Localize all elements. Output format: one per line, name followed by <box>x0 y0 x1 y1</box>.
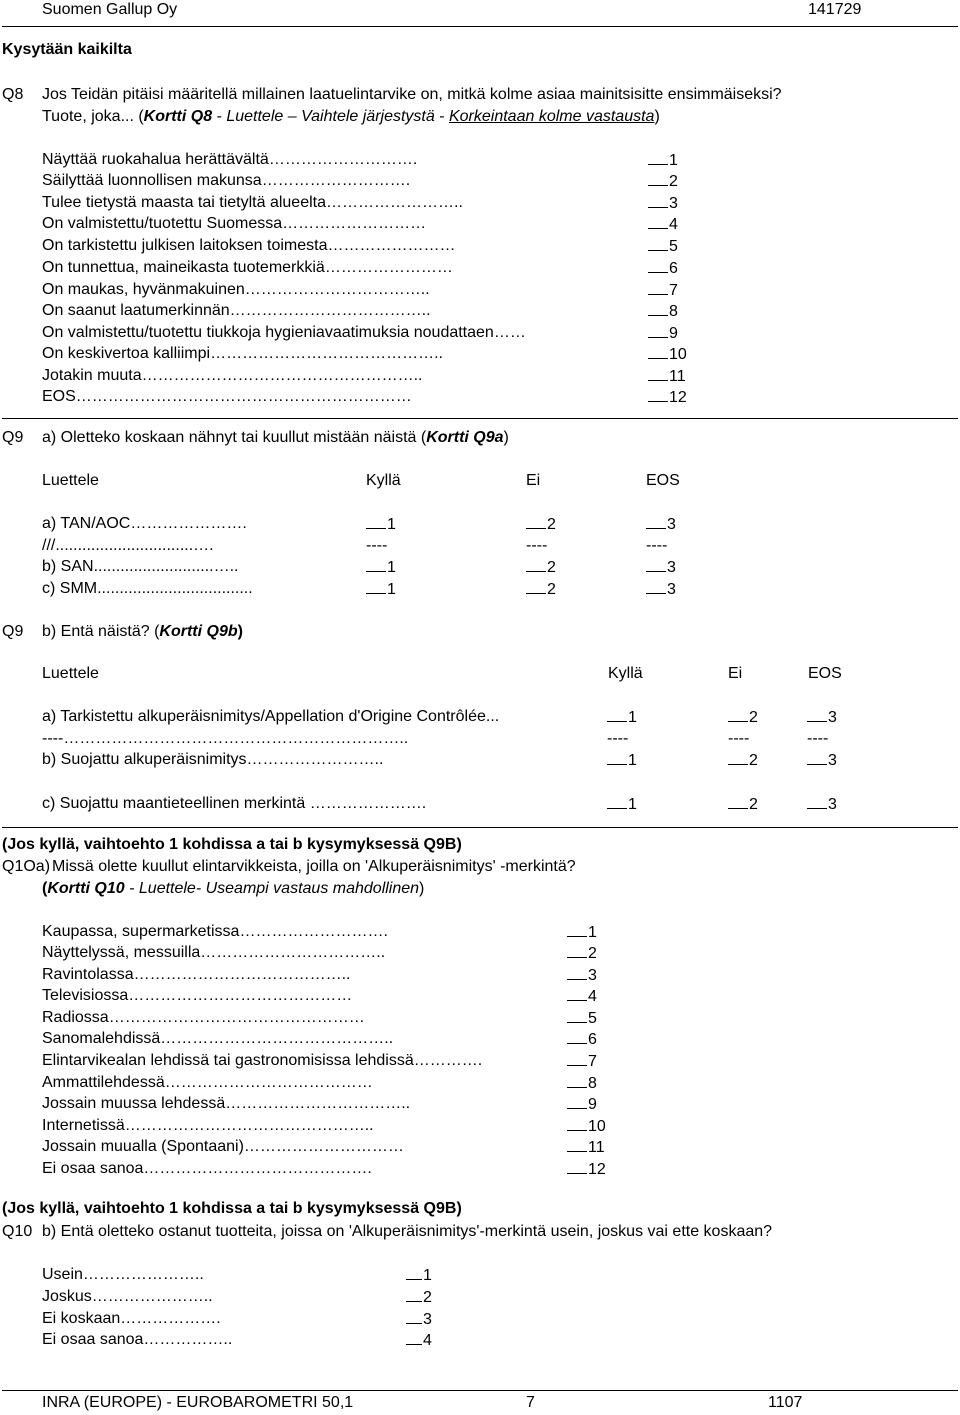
q8-option-leader: ………………………. <box>261 172 411 189</box>
answer-code: 3 <box>588 967 597 984</box>
q10a-option-code <box>567 986 597 1007</box>
header-number: 141729 <box>808 1 862 18</box>
answer-blank <box>648 171 668 186</box>
q10a-option-leader: ……………………………………. <box>143 1160 372 1177</box>
answer-code: 1 <box>588 924 597 941</box>
answer-blank <box>567 965 587 980</box>
answer-blank <box>728 794 748 809</box>
q10a-option-leader: …………………………….. <box>200 944 386 961</box>
answer-code: 3 <box>667 559 676 576</box>
q8-option <box>42 344 443 364</box>
q9a-row-label: b) SAN <box>42 558 94 575</box>
answer-blank <box>526 579 546 594</box>
answer-code: 3 <box>828 796 837 813</box>
answer-code: 6 <box>588 1031 597 1048</box>
q10b-option-leader: ………………….. <box>91 1288 213 1305</box>
q10b-option-leader: ………………. <box>120 1310 221 1327</box>
q9b-yes-code <box>607 750 637 771</box>
q9b-no-code <box>728 729 749 749</box>
q10a-option-code <box>567 965 597 986</box>
answer-code: 12 <box>669 389 687 406</box>
q8-option-label: On maukas, hyvänmakuinen <box>42 281 245 298</box>
answer-blank <box>728 707 748 722</box>
q9a-row-leader: …………………. <box>130 515 247 532</box>
q8-option-leader: …………………………………….. <box>210 345 443 362</box>
q8-option-code <box>648 280 678 301</box>
q8-option-label: Näyttää ruokahalua herättävältä <box>42 151 269 168</box>
answer-code: 3 <box>828 752 837 769</box>
footer-page: 7 <box>526 1394 535 1411</box>
footer-right: 1107 <box>768 1394 803 1411</box>
q8-option <box>42 214 426 234</box>
q9a-col-no: Ei <box>526 472 541 489</box>
footer-left: INRA (EUROPE) - EUROBAROMETRI 50,1 <box>42 1394 354 1411</box>
answer-code: 12 <box>588 1161 606 1178</box>
answer-blank <box>567 1073 587 1088</box>
q10b-option-label: Usein <box>42 1266 83 1283</box>
q10a-option <box>42 1008 365 1028</box>
q10a-option-leader: ………………………………………… <box>108 1009 365 1026</box>
answer-blank <box>648 236 668 251</box>
q9a-row-leader: ................................... <box>97 580 253 597</box>
q9a-row <box>42 536 214 556</box>
q9a-yes-code <box>366 536 387 556</box>
q8-option-leader: ………………………. <box>268 151 418 168</box>
answer-code: ---- <box>728 730 750 747</box>
answer-code: 1 <box>423 1267 432 1284</box>
q8-option-label: On valmistettu/tuotettu tiukkoja hygieniavaatimuksia noudattaen <box>42 324 494 341</box>
q10a-label: Q1Oa) <box>2 858 51 875</box>
answer-code: 1 <box>628 752 637 769</box>
q9b-label: Q9 <box>2 623 24 640</box>
answer-code: 3 <box>667 516 676 533</box>
q9a-dk-code <box>646 557 676 578</box>
q10b-option <box>42 1309 221 1329</box>
q9b-no-code <box>728 794 758 815</box>
answer-blank <box>648 366 668 381</box>
q10a-option-code <box>567 1094 597 1115</box>
q10a-option-leader: …………………………………….. <box>160 1030 394 1047</box>
answer-blank <box>567 1137 587 1152</box>
q8-option-code <box>648 193 678 214</box>
q8-option-code <box>648 301 678 322</box>
answer-blank <box>607 707 627 722</box>
answer-code: 4 <box>588 988 597 1005</box>
q9b-question: b) Entä näistä? (Kortti Q9b) <box>42 623 243 640</box>
q8-option-leader: ……………………… <box>282 215 427 232</box>
q9b-col-dk: EOS <box>808 665 842 682</box>
q9b-row <box>42 750 383 770</box>
q10b-option-label: Ei osaa sanoa <box>42 1331 144 1348</box>
q8-option-label: Säilyttää luonnollisen makunsa <box>42 172 262 189</box>
q8-option-code <box>648 171 678 192</box>
answer-blank <box>567 1094 587 1109</box>
q10a-option-code <box>567 1051 597 1072</box>
q8-option-leader: …………………………….. <box>244 281 430 298</box>
q9a-no-code <box>526 514 556 535</box>
q8-option-code <box>648 236 678 257</box>
answer-code: 2 <box>547 516 556 533</box>
answer-code: 1 <box>669 152 678 169</box>
q9a-col-yes: Kyllä <box>366 472 401 489</box>
q9a-dk-code <box>646 579 676 600</box>
answer-blank <box>567 986 587 1001</box>
q10a-option-label: Televisiossa <box>42 987 129 1004</box>
answer-blank <box>648 150 668 165</box>
q8-option-leader: …………………………………………….. <box>141 367 423 384</box>
answer-code: ---- <box>607 730 629 747</box>
answer-blank <box>648 387 668 402</box>
answer-code: 5 <box>669 238 678 255</box>
answer-code: 1 <box>387 581 396 598</box>
q9a-row-label: /// <box>42 537 56 554</box>
q8-option <box>42 193 463 213</box>
q9b-row-label: c) Suojattu maantieteellinen merkintä …………………. <box>42 795 427 812</box>
answer-code: 5 <box>588 1010 597 1027</box>
q8-option-code <box>648 214 678 235</box>
answer-blank <box>366 579 386 594</box>
q10a-option-label: Ravintolassa <box>42 966 134 983</box>
answer-code: ---- <box>526 537 548 554</box>
q10b-option-label: Ei koskaan <box>42 1310 121 1327</box>
answer-code: 2 <box>749 752 758 769</box>
answer-blank <box>567 943 587 958</box>
answer-blank <box>648 323 668 338</box>
q10a-option-label: Kaupassa, supermarketissa <box>42 923 240 940</box>
answer-code: 4 <box>669 216 678 233</box>
q8-option <box>42 301 431 321</box>
q10a-option-leader: …………………………………… <box>128 987 353 1004</box>
q8-option-leader: ……………………………….. <box>229 302 431 319</box>
q8-option-code <box>648 366 686 387</box>
q9b-col-list: Luettele <box>42 665 99 682</box>
q8-option-leader: …………………….. <box>326 194 463 211</box>
answer-code: 2 <box>749 796 758 813</box>
q9b-dk-code <box>807 707 837 728</box>
q8-option-code <box>648 323 678 344</box>
q9a-row <box>42 514 247 534</box>
answer-code: 8 <box>669 303 678 320</box>
q9a-no-code <box>526 579 556 600</box>
q8-option-leader: …………………… <box>324 259 453 276</box>
q8-option <box>42 236 455 256</box>
q8-option-leader: …………………… <box>327 237 456 254</box>
q10a-option-label: Ei osaa sanoa <box>42 1160 144 1177</box>
q8-instruction: Tuote, joka... (Kortti Q8 - Luettele – Vaihtele järjestystä - Korkeintaan kolme vastausta) <box>42 108 660 125</box>
q8-option-code <box>648 387 687 408</box>
q8-option <box>42 280 430 300</box>
answer-blank <box>406 1330 422 1345</box>
answer-code: 9 <box>588 1096 597 1113</box>
q9b-col-yes: Kyllä <box>608 665 643 682</box>
answer-code: ---- <box>366 537 388 554</box>
footer-rule <box>2 1390 958 1391</box>
q8-option <box>42 387 412 407</box>
q9b-yes-code <box>607 707 637 728</box>
q9a-row-label: a) TAN/AOC <box>42 515 131 532</box>
q10a-option-code <box>567 1073 597 1094</box>
q10a-option <box>42 986 352 1006</box>
q10a-option-code <box>567 943 597 964</box>
q10a-option-label: Ammattilehdessä <box>42 1074 165 1091</box>
q9a-no-code <box>526 536 547 556</box>
q9b-yes-code <box>607 794 637 815</box>
q10a-option-leader: ………………………. <box>239 923 388 940</box>
q9b-col-no: Ei <box>728 665 743 682</box>
answer-blank <box>607 750 627 765</box>
header-company: Suomen Gallup Oy <box>42 1 178 18</box>
q10a-option-leader: ………………………………… <box>164 1074 373 1091</box>
q10a-option-label: Internetissä <box>42 1117 125 1134</box>
q9a-row <box>42 557 239 577</box>
q10a-option-code <box>567 1008 597 1029</box>
q10b-option <box>42 1265 204 1285</box>
answer-code: 2 <box>423 1289 432 1306</box>
q8-option <box>42 150 417 170</box>
answer-blank <box>648 193 668 208</box>
q10a-option <box>42 1159 372 1179</box>
q10a-option <box>42 943 385 963</box>
answer-code: 1 <box>387 516 396 533</box>
answer-blank <box>366 514 386 529</box>
answer-blank <box>607 794 627 809</box>
q10a-option-code <box>567 922 597 943</box>
q8-option <box>42 171 410 191</box>
q8-option-label: EOS <box>42 388 76 405</box>
q10a-option <box>42 1137 404 1157</box>
answer-code: 3 <box>669 195 678 212</box>
q10a-option-code <box>567 1029 597 1050</box>
header-rule <box>2 26 958 27</box>
q8-option <box>42 258 453 278</box>
q8-option-code <box>648 344 687 365</box>
answer-blank <box>406 1309 422 1324</box>
q9b-row <box>42 794 426 814</box>
answer-blank <box>807 750 827 765</box>
answer-code: ---- <box>807 730 829 747</box>
answer-code: 3 <box>423 1311 432 1328</box>
q9a-row-label: c) SMM <box>42 580 98 597</box>
answer-blank <box>728 750 748 765</box>
answer-blank <box>567 922 587 937</box>
q9a-yes-code <box>366 579 396 600</box>
q9a-question: a) Oletteko koskaan nähnyt tai kuullut mistään näistä (Kortti Q9a) <box>42 429 509 446</box>
q10a-option-leader: …………. <box>413 1052 483 1069</box>
q8-option-code <box>648 258 678 279</box>
answer-blank <box>567 1116 587 1131</box>
q9a-row <box>42 579 253 599</box>
q10a-option <box>42 965 351 985</box>
q8-option <box>42 323 526 343</box>
answer-blank <box>567 1159 587 1174</box>
answer-blank <box>567 1008 587 1023</box>
answer-code: 11 <box>588 1139 605 1156</box>
q10a-option-label: Jossain muussa lehdessä <box>42 1095 226 1112</box>
q9b-yes-code <box>607 729 628 749</box>
answer-blank <box>406 1287 422 1302</box>
q10a-option-leader: …………………………….. <box>225 1095 411 1112</box>
q8-option-label: On valmistettu/tuotettu Suomessa <box>42 215 283 232</box>
q8-label: Q8 <box>2 86 24 103</box>
q8-option <box>42 366 423 386</box>
answer-code: 9 <box>669 325 678 342</box>
q10b-question: b) Entä oletteko ostanut tuotteita, joissa on 'Alkuperäisnimitys'-merkintä usein, joskus vai ette koskaan? <box>42 1223 773 1240</box>
answer-blank <box>567 1029 587 1044</box>
answer-code: 11 <box>669 368 686 385</box>
answer-code: 2 <box>588 945 597 962</box>
q9b-no-code <box>728 750 758 771</box>
q10a-option-label: Elintarvikealan lehdissä tai gastronomisissa lehdissä <box>42 1052 414 1069</box>
answer-blank <box>526 514 546 529</box>
q10a-question: Missä olette kuullut elintarvikkeista, joilla on 'Alkuperäisnimitys' -merkintä? <box>52 858 576 875</box>
q8-option-label: On saanut laatumerkinnän <box>42 302 230 319</box>
answer-blank <box>567 1051 587 1066</box>
q10a-option <box>42 1051 482 1071</box>
q10a-option-label: Sanomalehdissä <box>42 1030 161 1047</box>
q10a-option-label: Näyttelyssä, messuilla <box>42 944 201 961</box>
rule-after-q8 <box>2 418 958 419</box>
answer-blank <box>648 344 668 359</box>
q10b-option-code <box>406 1330 432 1351</box>
q9b-row <box>42 729 408 749</box>
answer-blank <box>648 280 668 295</box>
q9a-yes-code <box>366 514 396 535</box>
q10a-option-leader: ………………………… <box>243 1138 404 1155</box>
answer-code: 2 <box>749 709 758 726</box>
q10a-option-leader: ……………………………………….. <box>124 1117 374 1134</box>
answer-code: 2 <box>669 173 678 190</box>
answer-code: 7 <box>588 1053 597 1070</box>
q9b-row <box>42 707 499 727</box>
answer-code: 1 <box>628 709 637 726</box>
q10b-option-leader: …………….. <box>143 1331 233 1348</box>
q9b-row-label: ----……………………………………………………….. <box>42 730 409 747</box>
q9b-dk-code <box>807 794 837 815</box>
q10b-option-label: Joskus <box>42 1288 92 1305</box>
q9b-dk-code <box>807 729 828 749</box>
answer-code: 2 <box>547 581 556 598</box>
q9a-dk-code <box>646 514 676 535</box>
q8-option-label: On tarkistettu julkisen laitoksen toimesta <box>42 237 328 254</box>
q10a-option-code <box>567 1159 606 1180</box>
answer-blank <box>648 258 668 273</box>
answer-code: 1 <box>628 796 637 813</box>
answer-blank <box>807 707 827 722</box>
section-title: Kysytään kaikilta <box>2 41 132 58</box>
answer-code: 7 <box>669 282 678 299</box>
q8-question: Jos Teidän pitäisi määritellä millainen laatuelintarvike on, mitkä kolme asiaa mainitsisitte ensimmäiseksi? <box>42 86 782 103</box>
q10a-option-label: Jossain muualla (Spontaani) <box>42 1138 244 1155</box>
q8-option-label: On tunnettua, maineikasta tuotemerkkiä <box>42 259 325 276</box>
answer-code: 8 <box>588 1075 597 1092</box>
q10b-option-code <box>406 1309 432 1330</box>
answer-code: 10 <box>588 1118 606 1135</box>
answer-code: 2 <box>547 559 556 576</box>
q9b-row-label: b) Suojattu alkuperäisnimitys…………………….. <box>42 751 384 768</box>
answer-blank <box>648 301 668 316</box>
q10a-option <box>42 1094 410 1114</box>
answer-blank <box>646 579 666 594</box>
answer-blank <box>646 557 666 572</box>
q9a-col-dk: EOS <box>646 472 680 489</box>
q10b-option-code <box>406 1265 432 1286</box>
q10b-label: Q10 <box>2 1223 33 1240</box>
q10b-filter: (Jos kyllä, vaihtoehto 1 kohdissa a tai b kysymyksessä Q9B) <box>2 1200 462 1217</box>
answer-code: 4 <box>423 1332 432 1349</box>
q8-option-label: On keskivertoa kalliimpi <box>42 345 211 362</box>
q10b-option-code <box>406 1287 432 1308</box>
answer-code: 3 <box>667 581 676 598</box>
q9a-row-leader: ...............................…. <box>55 537 214 554</box>
answer-blank <box>406 1265 422 1280</box>
answer-blank <box>646 514 666 529</box>
q10a-option-leader: ………………………………….. <box>133 966 351 983</box>
answer-blank <box>648 214 668 229</box>
q8-option-label: Jotakin muuta <box>42 367 142 384</box>
q10a-option-code <box>567 1137 605 1158</box>
q9a-dk-code <box>646 536 667 556</box>
q10a-option <box>42 922 388 942</box>
q9b-no-code <box>728 707 758 728</box>
q10a-instruction: (Kortti Q10 - Luettele- Useampi vastaus mahdollinen) <box>42 880 425 897</box>
answer-code: 3 <box>828 709 837 726</box>
q8-option-leader: ……………………………………………………… <box>75 388 412 405</box>
q9a-yes-code <box>366 557 396 578</box>
q9a-no-code <box>526 557 556 578</box>
q10a-option <box>42 1073 373 1093</box>
q10a-option-label: Radiossa <box>42 1009 109 1026</box>
q8-option-code <box>648 150 678 171</box>
q9a-col-list: Luettele <box>42 472 99 489</box>
q10b-option <box>42 1330 232 1350</box>
q8-option-leader: …… <box>493 324 526 341</box>
answer-blank <box>366 557 386 572</box>
q9b-row-label: a) Tarkistettu alkuperäisnimitys/Appellation d'Origine Contrôlée... <box>42 708 500 725</box>
q10a-option <box>42 1116 374 1136</box>
q10a-option <box>42 1029 393 1049</box>
answer-code: 6 <box>669 260 678 277</box>
rule-after-q9b <box>2 827 958 828</box>
q10a-filter: (Jos kyllä, vaihtoehto 1 kohdissa a tai b kysymyksessä Q9B) <box>2 836 462 853</box>
q9b-dk-code <box>807 750 837 771</box>
q8-option-label: Tulee tietystä maasta tai tietyltä alueelta <box>42 194 326 211</box>
answer-code: ---- <box>646 537 668 554</box>
answer-code: 10 <box>669 346 687 363</box>
q10b-option-leader: ………………….. <box>82 1266 204 1283</box>
q10b-option <box>42 1287 213 1307</box>
q10a-option-code <box>567 1116 606 1137</box>
answer-code: 1 <box>387 559 396 576</box>
q9a-row-leader: ...........................….. <box>93 558 239 575</box>
answer-blank <box>526 557 546 572</box>
q9a-label: Q9 <box>2 429 24 446</box>
answer-blank <box>807 794 827 809</box>
